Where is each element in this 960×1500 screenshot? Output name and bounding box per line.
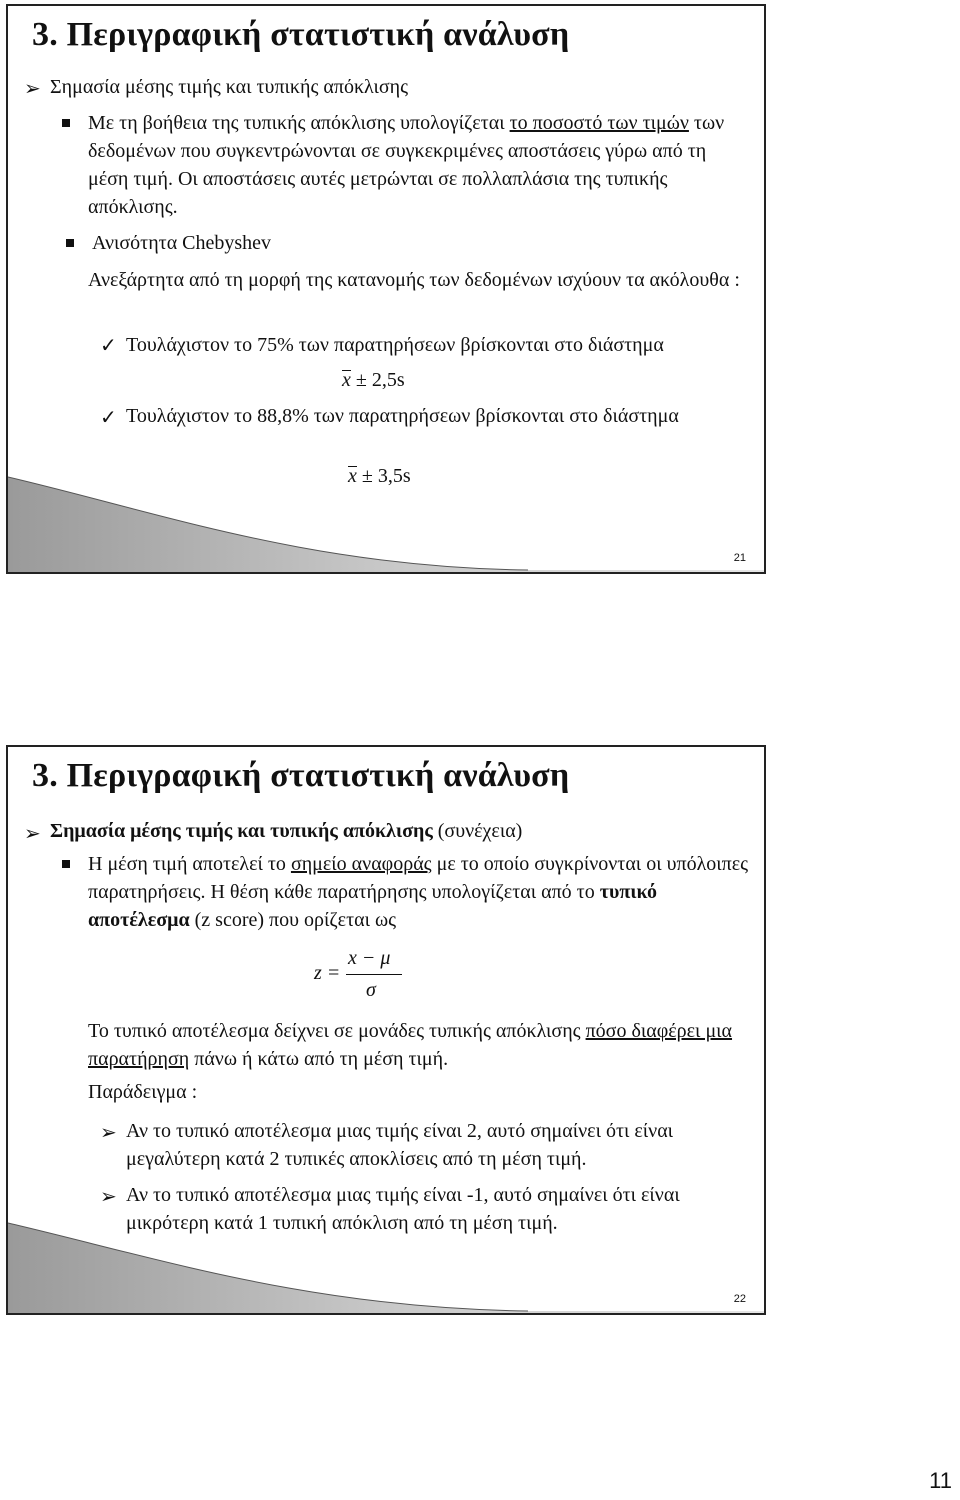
paragraph-chebyshev-intro — [88, 109, 748, 221]
text-part: Η μέση τιμή αποτελεί το — [88, 853, 291, 875]
heading-bold: Σημασία μέσης τιμής και τυπικής απόκλισης — [50, 820, 433, 842]
check-item-888: Τουλάχιστον το 88,8% των παρατηρήσεων βρίσκονται στο διάστημα — [126, 405, 679, 427]
z-score-explanation — [88, 1017, 753, 1073]
formula-rest: ± 3,5s — [361, 465, 411, 487]
arrow-bullet-icon: ➢ — [100, 1184, 117, 1208]
text-part: με το οποίο συγκρίνονται οι υπόλοιπες παρατηρήσεις. Η θέση κάθε παρατήρησης υπολογίζεται από το — [88, 853, 749, 903]
underlined-text: πόσο διαφέρει μια παρατήρηση — [88, 1020, 733, 1070]
chebyshev-heading: Ανισότητα Chebyshev — [92, 232, 272, 254]
text-part: Το τυπικό αποτέλεσμα δείχνει σε μονάδες τυπικής απόκλισης — [88, 1020, 586, 1042]
section-heading — [50, 817, 522, 845]
example-label: Παράδειγμα : — [88, 1081, 198, 1103]
slide-title: 3. Περιγραφική στατιστική ανάλυση — [32, 16, 570, 53]
x-bar: x — [348, 465, 357, 487]
slide-number: 21 — [733, 552, 746, 564]
page-number: 11 — [929, 1468, 952, 1493]
square-bullet-icon — [62, 860, 70, 868]
slide-title: 3. Περιγραφική στατιστική ανάλυση — [32, 757, 570, 794]
interval-formula-1 — [342, 369, 405, 392]
bold-text: τυπικό αποτέλεσμα — [88, 881, 658, 931]
check-item-75: Τουλάχιστον το 75% των παρατηρήσεων βρίσκονται στο διάστημα — [126, 334, 664, 356]
example-item-2: Αν το τυπικό αποτέλεσμα μιας τιμής είναι -1, αυτό σημαίνει ότι είναι μικρότερη κατά 1 τυπική απόκλιση από τη μέση τιμή. — [126, 1184, 680, 1234]
formula-numerator: x − μ — [348, 947, 391, 969]
chebyshev-paragraph: Ανεξάρτητα από τη μορφή της κατανομής των δεδομένων ισχύουν τα ακόλουθα : — [88, 269, 740, 291]
section-heading: Σημασία μέσης τιμής και τυπικής απόκλισης — [50, 76, 409, 98]
formula-rest: ± 2,5s — [355, 369, 405, 391]
underlined-text: το ποσοστό των τιμών — [509, 112, 689, 134]
arrow-bullet-icon: ➢ — [24, 76, 41, 100]
check-icon: ✓ — [100, 405, 117, 429]
text-part: των δεδομένων που συγκεντρώνονται σε συγκεκριμένες αποστάσεις γύρω από τη μέση τιμή. Οι αποστάσεις αυτές μετρώνται σε πολλαπλάσια της τυπικής απόκλισης. — [88, 112, 725, 218]
text-part: Με τη βοήθεια της τυπικής απόκλισης υπολογίζεται — [88, 112, 510, 134]
slide-number: 22 — [733, 1293, 746, 1305]
mean-reference-paragraph — [88, 850, 753, 934]
x-bar: x — [342, 369, 351, 391]
square-bullet-icon — [62, 119, 70, 127]
heading-rest: (συνέχεια) — [432, 820, 523, 842]
formula-denominator: σ — [366, 979, 376, 1001]
slide-21 — [6, 4, 766, 574]
arrow-bullet-icon: ➢ — [100, 1120, 117, 1144]
example-item-1: Αν το τυπικό αποτέλεσμα μιας τιμής είναι 2, αυτό σημαίνει ότι είναι μεγαλύτερη κατά 2 τυπικές αποκλίσεις από τη μέση τιμή. — [126, 1120, 674, 1170]
text-part: πάνω ή κάτω από τη μέση τιμή. — [189, 1048, 449, 1070]
underlined-text: σημείο αναφοράς — [290, 853, 432, 875]
text-part: (z score) που ορίζεται ως — [189, 909, 397, 931]
check-icon: ✓ — [100, 333, 117, 357]
slide-22 — [6, 745, 766, 1315]
fraction-bar — [346, 974, 402, 975]
formula-lhs: z = — [314, 962, 341, 984]
interval-formula-2 — [348, 465, 411, 488]
square-bullet-icon — [66, 239, 74, 247]
arrow-bullet-icon: ➢ — [24, 821, 41, 845]
